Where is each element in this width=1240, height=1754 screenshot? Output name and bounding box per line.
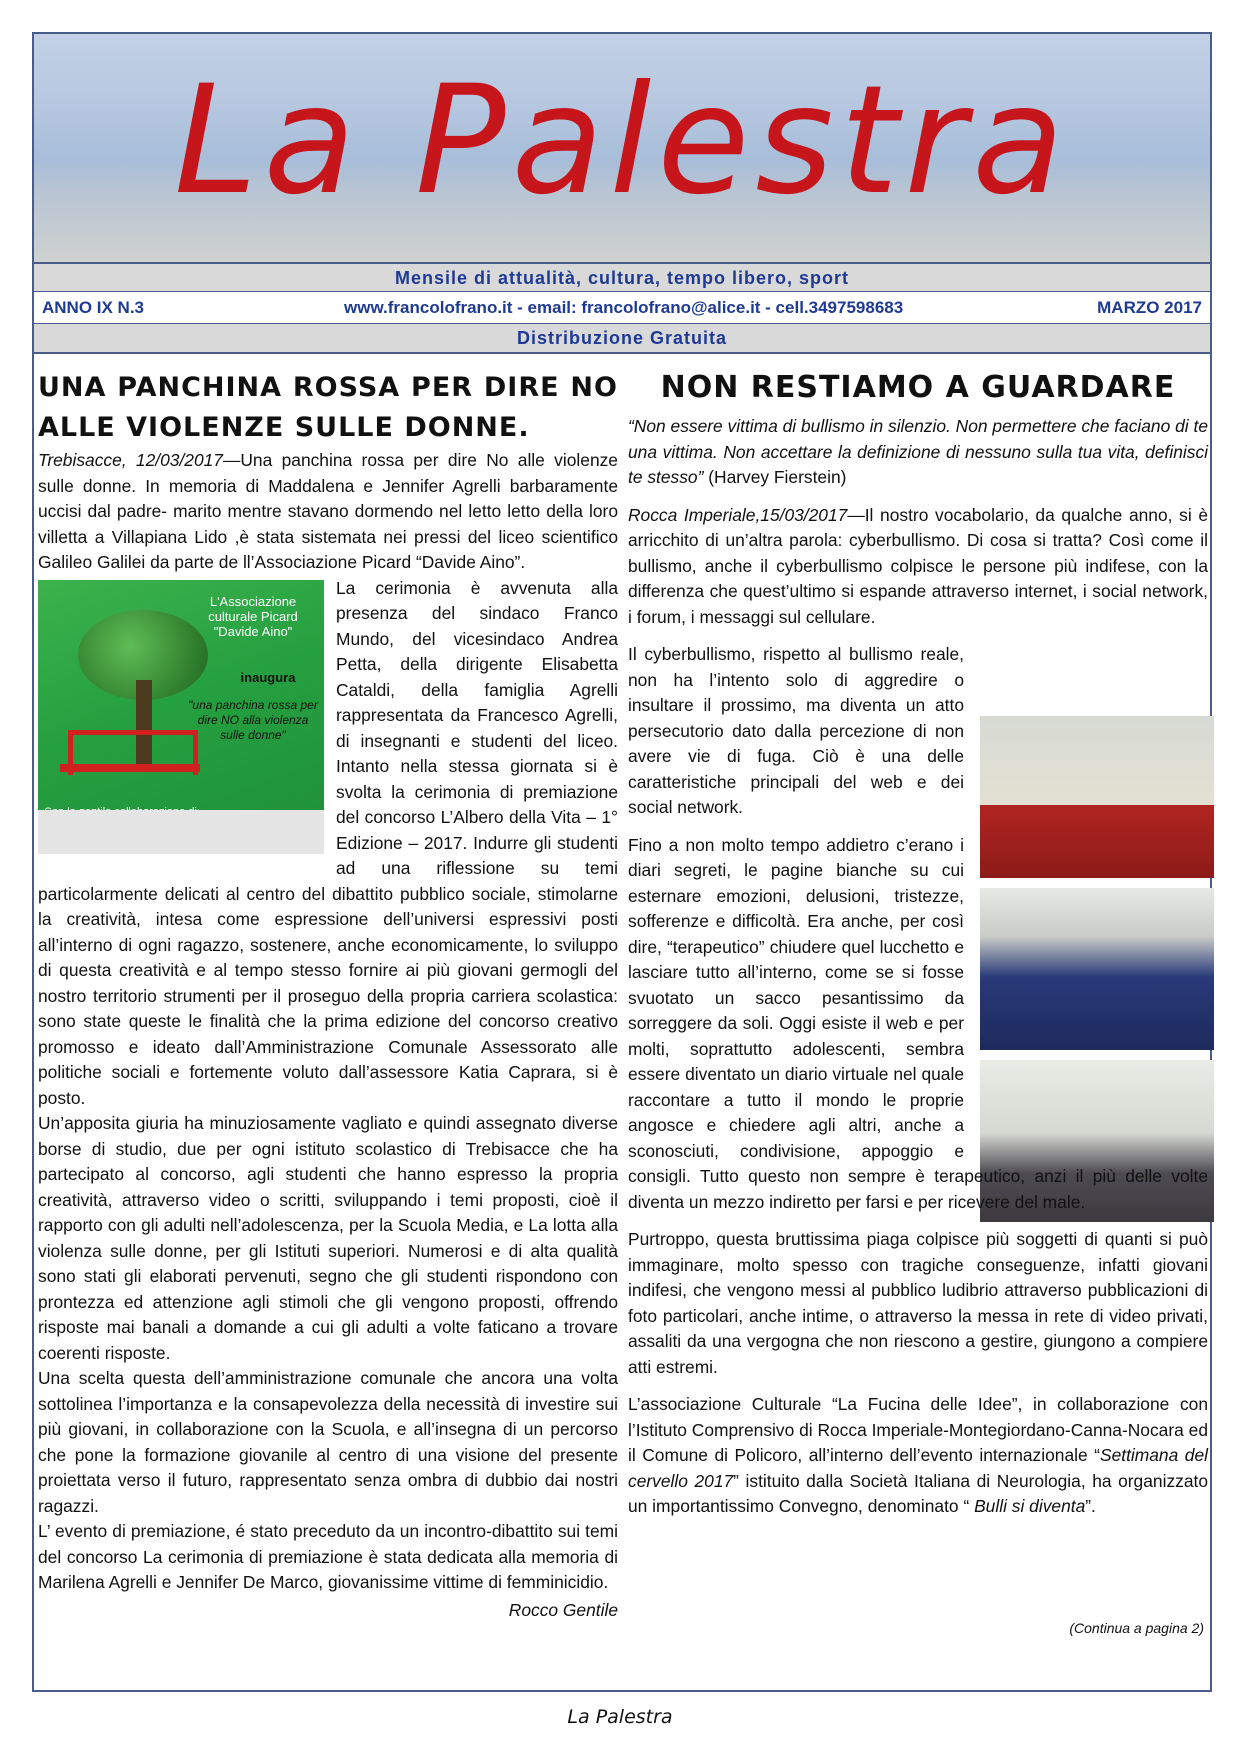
right-dateline: Rocca Imperiale,15/03/2017 xyxy=(628,504,848,525)
right-article xyxy=(628,368,1208,1520)
right-p1-text: —Il nostro vocabolario, da qualche anno, si è arricchito di un’altra parola: cyberbullismo. Di cosa si tratta? Così come il bullismo, anche il cyberbullismo colpisce le persone più indifese, con la differenza che quest’ultimo si espande attraverso internet, i social network, i forum, i messaggi sul cellulare. xyxy=(628,504,1208,627)
right-paragraph-5 xyxy=(628,1392,1208,1520)
subtitle-bar xyxy=(34,262,1210,292)
right-p5-a: L’associazione Culturale “La Fucina delle Idee”, in collaborazione con l’Istituto Comprensivo di Rocca Imperiale-Montegiordano-Canna-Nocara ed il Comune di Policoro, all’interno dell’evento internazionale “ xyxy=(628,1394,1208,1465)
right-quote: “Non essere vittima di bullismo in silenzio. Non permettere che faciano di te una vittima. Non accettare la definizione di nessuno sulla tua vita, definisci te stesso” xyxy=(628,416,1208,487)
distribution: Distribuzione Gratuita xyxy=(516,328,727,348)
issue-number: ANNO IX N.3 xyxy=(42,298,145,317)
left-author: Rocco Gentile xyxy=(508,1599,618,1620)
photo-wrap-space xyxy=(964,642,1208,1154)
subtitle: Mensile di attualità, cultura, tempo libero, sport xyxy=(394,268,850,288)
footer-title: La Palestra xyxy=(567,1706,673,1728)
poster-sponsor-strip xyxy=(38,810,324,854)
continued-note: (Continua a pagina 2) xyxy=(1069,1620,1204,1636)
left-paragraph-3: Un’apposita giuria ha minuziosamente vagliato e quindi assegnato diverse borse di studio, due per ogni istituto scolastico di Trebisacce che ha partecipato al concorso, agli studenti che hanno espresso la propria creatività, attraverso video o scritti, sviluppando i temi proposti, cioè il rapporto con gli adulti nell’adolescenza, per la Scuola Media, e La lotta alla violenza sulle donne, per gli Istituti superiori. Numerosi e di alta qualità sono stati gli elaborati pervenuti, segno che gli studenti rispondono con prontezza ed attenzione agli stimoli che gli vengono proposti, offrendo risposte mai banali a domande a cui gli adulti a volte faticano a trovare coerenti risposte. xyxy=(38,1113,618,1363)
right-p5-event: Settimana del cervello 2017 xyxy=(628,1445,1208,1491)
right-quote-paragraph xyxy=(628,414,1208,491)
left-paragraph-2: La cerimonia è avvenuta alla presenza del sindaco Franco Mundo, del vicesindaco Andrea Petta, della dirigente Elisabetta Cataldi, della famiglia Agrelli rappresentata da Francesco Agrelli, di insegnanti e studenti del liceo. Intanto nella stessa giornata si è svolta la cerimonia di premiazione del concorso L’Albero della Vita – 1° Edizione – 2017. Indurre gli studenti ad una riflessione su temi particolarmente delicati al centro del dibattito pubblico sociale, stimolarne la creatività, intesa come espressione dell’universi espressivi posti all’interno di ogni ragazzo, sostenere, anche economicamente, lo sviluppo di questa creatività e al tempo stesso fornire ai più giovani germogli del nostro territorio strumenti per il proseguo della propria carriera scolastica: sono state queste le finalità che la prima edizione del concorso creativo promosso e ideato dall’Amministrazione Comunale Assessorato alle politiche sociali e fortemente voluto dall’assessore Katia Caprara, si è posto. xyxy=(38,577,618,1108)
poster-slogan: "una panchina rossa per dire NO alla violenza sulle donne" xyxy=(188,697,318,742)
left-paragraph-5: L’ evento di premiazione, é stato preceduto da un incontro-dibattito sui temi del concorso La cerimonia di premiazione è stata dedicata alla memoria di Marilena Agrelli e Jennifer De Marco, giovanissime vittime di femminicidio. xyxy=(38,1521,618,1592)
left-dateline: Trebisacce, 12/03/2017 xyxy=(38,450,223,470)
distribution-bar xyxy=(34,324,1210,354)
red-bench-seat xyxy=(60,764,200,772)
issue-bar xyxy=(34,292,1210,324)
right-p5-e: ”. xyxy=(1085,1496,1096,1516)
right-quote-author: (Harvey Fierstein) xyxy=(703,467,847,487)
masthead-banner xyxy=(34,34,1210,262)
right-p5-c: ” istituito dalla Società Italiana di Neurologia, ha organizzato un importantissimo Convegno, denominato “ xyxy=(628,1470,1209,1516)
right-paragraph-2 xyxy=(628,642,1208,821)
left-article-title: UNA PANCHINA ROSSA PER DIRE NO ALLE VIOLENZE SULLE DONNE. xyxy=(38,372,618,443)
left-p1-text: —Una panchina rossa per dire No alle violenze sulle donne. In memoria di Maddalena e Jennifer Agrelli barbaramente uccisi dal padre- marito mentre stavano dormendo nel letto letto della loro villetta a Villapiana Lido ,è stata sistemata nei pressi del liceo scientifico Galileo Galilei da parte de ll’Associazione Picard “Davide Aino”. xyxy=(38,450,618,572)
right-paragraph-3: Fino a non molto tempo addietro c’erano i diari segreti, le pagine bianche su cui esternare emozioni, delusioni, tristezze, sofferenze e difficoltà. Era anche, per così dire, “terapeutico” chiudere quel lucchetto e lasciare tutto all’interno, come se si fosse svuotato un sacco pesantissimo da sorreggere da soli. Oggi esiste il web e per molti, soprattutto adolescenti, sembra essere diventato un diario virtuale nel quale raccontare a tutto il mondo le proprie angosce e chiedere agli altri, anche a sconosciuti, condivisione, appoggio e consigli. Tutto questo non sempre è terapeutico, anzi il più delle volte diventa un mezzo indiretto per farsi e per ricevere del male. xyxy=(628,834,1208,1212)
right-paragraph-1 xyxy=(628,503,1208,631)
left-article xyxy=(38,368,618,1623)
right-article-title: NON RESTIAMO A GUARDARE xyxy=(660,370,1176,405)
poster-assoc: L'Associazione culturale Picard "Davide Aino" xyxy=(208,593,298,639)
left-paragraph-4: Una scelta questa dell’amministrazione comunale che ancora una volta sottolinea l’importanza e la consapevolezza della necessità di investire sui più giovani, in collaborazione con la Scuola, e all’insegna di un percorso che pone la formazione giovanile al centro di una visione del presente proiettata verso il futuro, rappresentato senza ombra di dubbio dai nostri ragazzi. xyxy=(38,1368,618,1516)
event-poster-image xyxy=(38,580,324,854)
right-p2-text: Il cyberbullismo, rispetto al bullismo reale, non ha l’intento solo di aggredire o insultare il prossimo, ma diventa un atto persecutorio dato dalla percezione di non avere vie di fuga. Ciò è una delle caratteristiche principali del web e dei social network. xyxy=(628,644,964,817)
poster-inaugura: inaugura xyxy=(240,669,296,685)
masthead-title: La Palestra xyxy=(173,54,1071,228)
contacts: www.francolofrano.it - email: francolofrano@alice.it - cell.3497598683 xyxy=(344,298,904,317)
right-p5-convegno: Bulli si diventa xyxy=(974,1496,1086,1516)
left-paragraph-1 xyxy=(38,448,618,576)
right-paragraph-4: Purtroppo, questa bruttissima piaga colpisce più soggetti di quanti si può immaginare, molto spesso con tragiche conseguenze, infatti giovani indifesi, che vengono messi al pubblico ludibrio attraverso pubblicazioni di foto particolari, anche intime, o attraverso la messa in rete di video privati, assaliti da una vergogna che non riescono a gestire, giungono a compiere atti estremi. xyxy=(628,1229,1208,1377)
issue-date: MARZO 2017 xyxy=(1097,298,1202,317)
